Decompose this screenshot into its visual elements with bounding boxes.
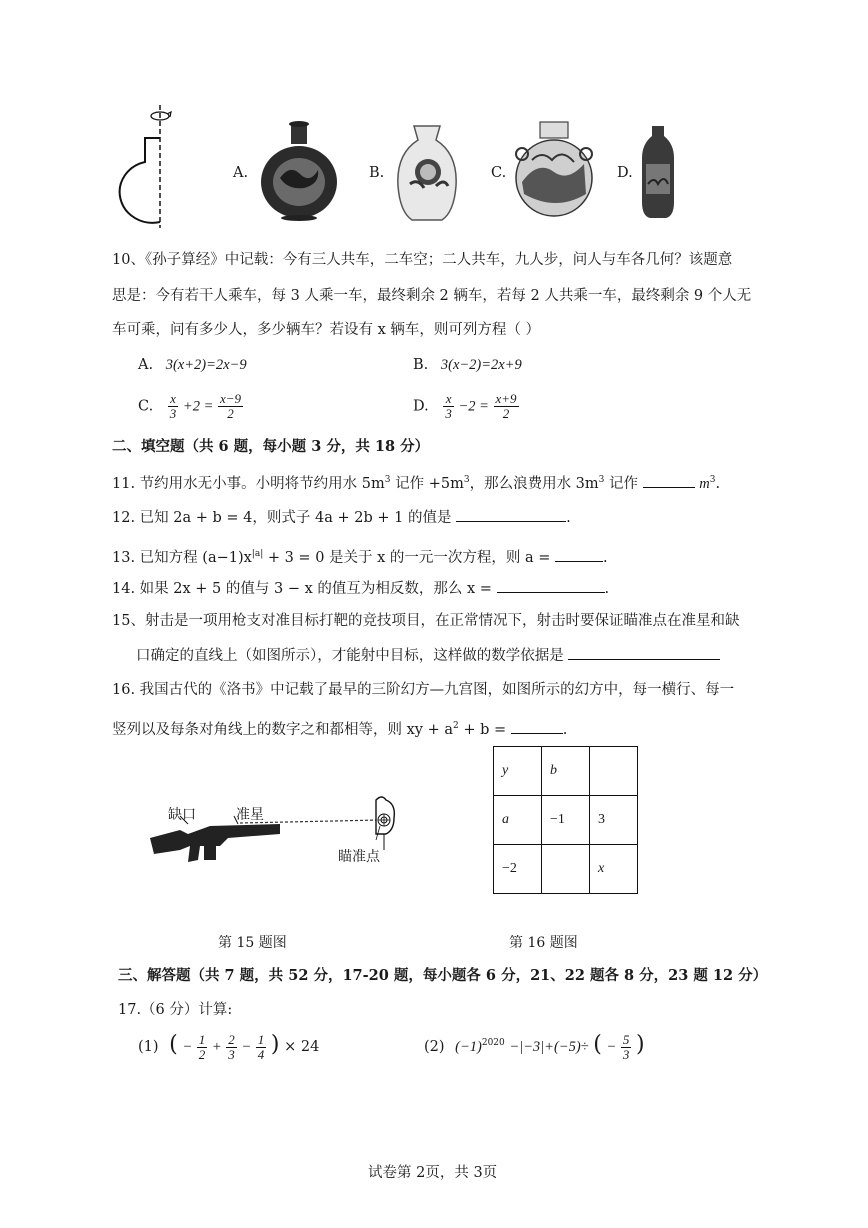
q15-line2-row <box>136 645 720 666</box>
q15-line1: 15、射击是一项用枪支对准目标打靶的竞技项目，在正常情况下，射击时要保证瞄准点在准星和缺 <box>112 613 740 629</box>
magic-cell: −2 <box>494 845 542 894</box>
open-paren-icon: ( <box>169 1032 178 1057</box>
q10-line2: 思是：今有若干人乘车，每 3 人乘一车，最终剩余 2 辆车，若每 2 人共乘一车，最终剩余 9 个人无 <box>112 288 752 304</box>
q11-end: . <box>715 475 721 492</box>
q17-fraction-3 <box>256 1033 267 1062</box>
q17-part1-tail: × 24 <box>284 1039 320 1055</box>
section3-title: 三、解答题（共 7 题，共 52 分，17-20 题，每小题各 6 分，21、22 题各 8 分，23 题 12 分） <box>118 967 768 984</box>
q17-part2-base: (−1) <box>455 1039 482 1055</box>
front-sight-label: 准星 <box>236 807 264 823</box>
open-paren-icon: ( <box>593 1032 602 1057</box>
fraction-numerator: 1 <box>257 1031 265 1047</box>
option-d-label: D. <box>617 165 633 181</box>
magic-cell: a <box>494 796 542 845</box>
magic-cell: x <box>590 845 638 894</box>
aim-point-label: 瞄准点 <box>338 849 380 865</box>
q11 <box>112 470 720 494</box>
q10-option-c-middle: +2 = <box>182 398 214 415</box>
q13-sup: |a| <box>251 549 264 559</box>
fraction-denominator: 2 <box>198 1046 206 1062</box>
close-paren-icon: ) <box>270 1032 280 1057</box>
q17-part1: (1) ( − $\frac{1}{2}$ + $\frac{2}{3}$ − $\frac{1}{4}$ ) × 24 <box>138 1031 320 1062</box>
q13-text-b: + 3 = 0 是关于 x 的一元一次方程，则 a = <box>263 549 551 566</box>
option-c-label: C. <box>491 165 507 181</box>
fraction-denominator: 2 <box>227 406 234 421</box>
q10-option-b-label: B. <box>413 357 429 373</box>
q11-text-b: 记作 +5m <box>390 475 464 492</box>
gap-label: 缺口 <box>168 807 196 823</box>
vase-d-image <box>640 124 676 220</box>
q10-option-a-label: A. <box>138 357 154 373</box>
magic-cell <box>542 845 590 894</box>
close-paren-icon: ) <box>635 1032 645 1057</box>
vase-c-image <box>512 120 596 222</box>
fraction-numerator: 5 <box>622 1031 630 1047</box>
q11-text-d: 记作 <box>604 475 639 492</box>
q17-part2-middle: −|−3|+(−5)÷ <box>509 1039 589 1055</box>
q16-line2: 竖列以及每条对角线上的数字之和都相等，则 xy + a <box>112 721 453 738</box>
q11-sup-1: 3 <box>384 475 391 485</box>
q14-answer-blank[interactable] <box>497 578 605 593</box>
q15-answer-blank[interactable] <box>568 645 720 660</box>
q10-option-c <box>138 392 243 421</box>
option-a-label: A. <box>233 165 249 181</box>
fraction-denominator: 3 <box>228 1046 235 1062</box>
q10-option-b <box>413 357 522 374</box>
fraction-denominator: 2 <box>502 406 510 421</box>
q12-text: 已知 2a + b = 4，则式子 4a + 2b + 1 的值是 <box>139 510 452 526</box>
q17-heading: 17.（6 分）计算: <box>118 1002 233 1018</box>
q14-number: 14. <box>112 581 136 597</box>
q17-part1-label: (1) <box>138 1039 159 1055</box>
q11-sup-3: 3 <box>598 475 605 485</box>
q16-answer-blank[interactable] <box>511 719 563 734</box>
q17-fraction-1 <box>197 1033 208 1062</box>
q13-text-a: 已知方程 (a−1)x <box>139 549 252 566</box>
q16-sup: 2 <box>453 721 459 731</box>
q13-end: . <box>603 549 608 566</box>
page-footer: 试卷第 2页，共 3页 <box>368 1165 498 1181</box>
magic-cell: 3 <box>590 796 638 845</box>
q10-option-d-middle: −2 = <box>458 398 489 415</box>
q11-text-c: ，那么浪费用水 3m <box>469 475 599 492</box>
q10-option-a <box>138 357 247 374</box>
q10-option-c-label: C. <box>138 398 154 415</box>
q10-option-d <box>413 392 519 421</box>
figure-15-caption: 第 15 题图 <box>218 935 287 951</box>
fraction-numerator: x <box>168 392 179 407</box>
q10-option-a-equation: 3(x+2)=2x−9 <box>165 357 247 373</box>
q17-part2-fraction <box>621 1033 632 1062</box>
q14-text: 如果 2x + 5 的值与 3 − x 的值互为相反数，那么 x = <box>139 581 492 597</box>
magic-cell: y <box>494 747 542 796</box>
rotation-figure <box>105 100 185 230</box>
q13 <box>112 544 608 568</box>
fraction-denominator: 3 <box>169 406 177 421</box>
q11-unit-sup: 3 <box>709 475 716 485</box>
q10-option-c-fraction-right <box>218 392 243 421</box>
q16-line1: 16. 我国古代的《洛书》中记载了最早的三阶幻方—九宫图，如图所示的幻方中，每一横行、每一 <box>112 682 735 698</box>
fraction-denominator: 3 <box>445 406 452 421</box>
q10-line3: 车可乘，问有多少人，多少辆车？若设有 x 辆车，则可列方程（ ） <box>112 322 541 338</box>
q12-number: 12. <box>112 510 136 526</box>
q11-sup-2: 3 <box>463 475 470 485</box>
q12 <box>112 507 571 528</box>
q11-text-a: 节约用水无小事。小明将节约用水 5m <box>139 475 385 492</box>
magic-cell: −1 <box>542 796 590 845</box>
option-b-label: B. <box>369 165 385 181</box>
q17-part2-exponent: 2020 <box>481 1038 505 1049</box>
figure-16-caption: 第 16 题图 <box>509 935 578 951</box>
fraction-denominator: 4 <box>257 1046 265 1062</box>
q10-option-d-label: D. <box>413 398 429 415</box>
fraction-numerator: x−9 <box>219 391 242 406</box>
q11-unit: m <box>699 475 710 492</box>
q11-number: 11. <box>112 475 136 492</box>
magic-cell: b <box>542 747 590 796</box>
q10-option-b-equation: 3(x−2)=2x+9 <box>440 357 522 373</box>
fraction-numerator: 1 <box>198 1031 206 1047</box>
fraction-numerator: 2 <box>228 1031 235 1047</box>
q11-answer-blank[interactable] <box>643 473 695 488</box>
q17-part2: (2) $(-1)^{2020} -|-3|+(-5)\div$ ( − $\frac{5}{3}$ ) <box>424 1031 645 1062</box>
q10-line1: 10、《孙子算经》中记载：今有三人共车，二车空；二人共车，九人步，问人与车各几何？该题意 <box>112 252 733 268</box>
q15-line2: 口确定的直线上（如图所示），才能射中目标，这样做的数学依据是 <box>136 648 564 664</box>
fraction-denominator: 3 <box>622 1046 630 1062</box>
section2-title: 二、填空题（共 6 题，每小题 3 分，共 18 分） <box>112 438 430 455</box>
q13-number: 13. <box>112 549 136 566</box>
vase-a-image <box>258 120 340 222</box>
q14 <box>112 578 609 599</box>
magic-square <box>493 746 638 894</box>
q16-line2-row <box>112 716 567 740</box>
q17-fraction-2 <box>226 1033 237 1062</box>
fraction-numerator: x+9 <box>495 391 517 406</box>
q14-end: . <box>604 581 610 597</box>
q10-option-c-fraction-left <box>168 392 179 421</box>
q10-option-d-fraction-left <box>443 392 454 421</box>
q12-answer-blank[interactable] <box>456 507 566 522</box>
q16-line2b: + b = <box>458 721 507 738</box>
q13-answer-blank[interactable] <box>555 547 603 562</box>
q16-end: . <box>562 721 568 738</box>
q12-end: . <box>566 510 571 526</box>
vase-b-image <box>392 122 462 222</box>
fraction-numerator: x <box>443 392 454 407</box>
q10-option-d-fraction-right <box>494 392 519 421</box>
q17-part2-label: (2) <box>424 1039 445 1055</box>
magic-cell <box>590 747 638 796</box>
